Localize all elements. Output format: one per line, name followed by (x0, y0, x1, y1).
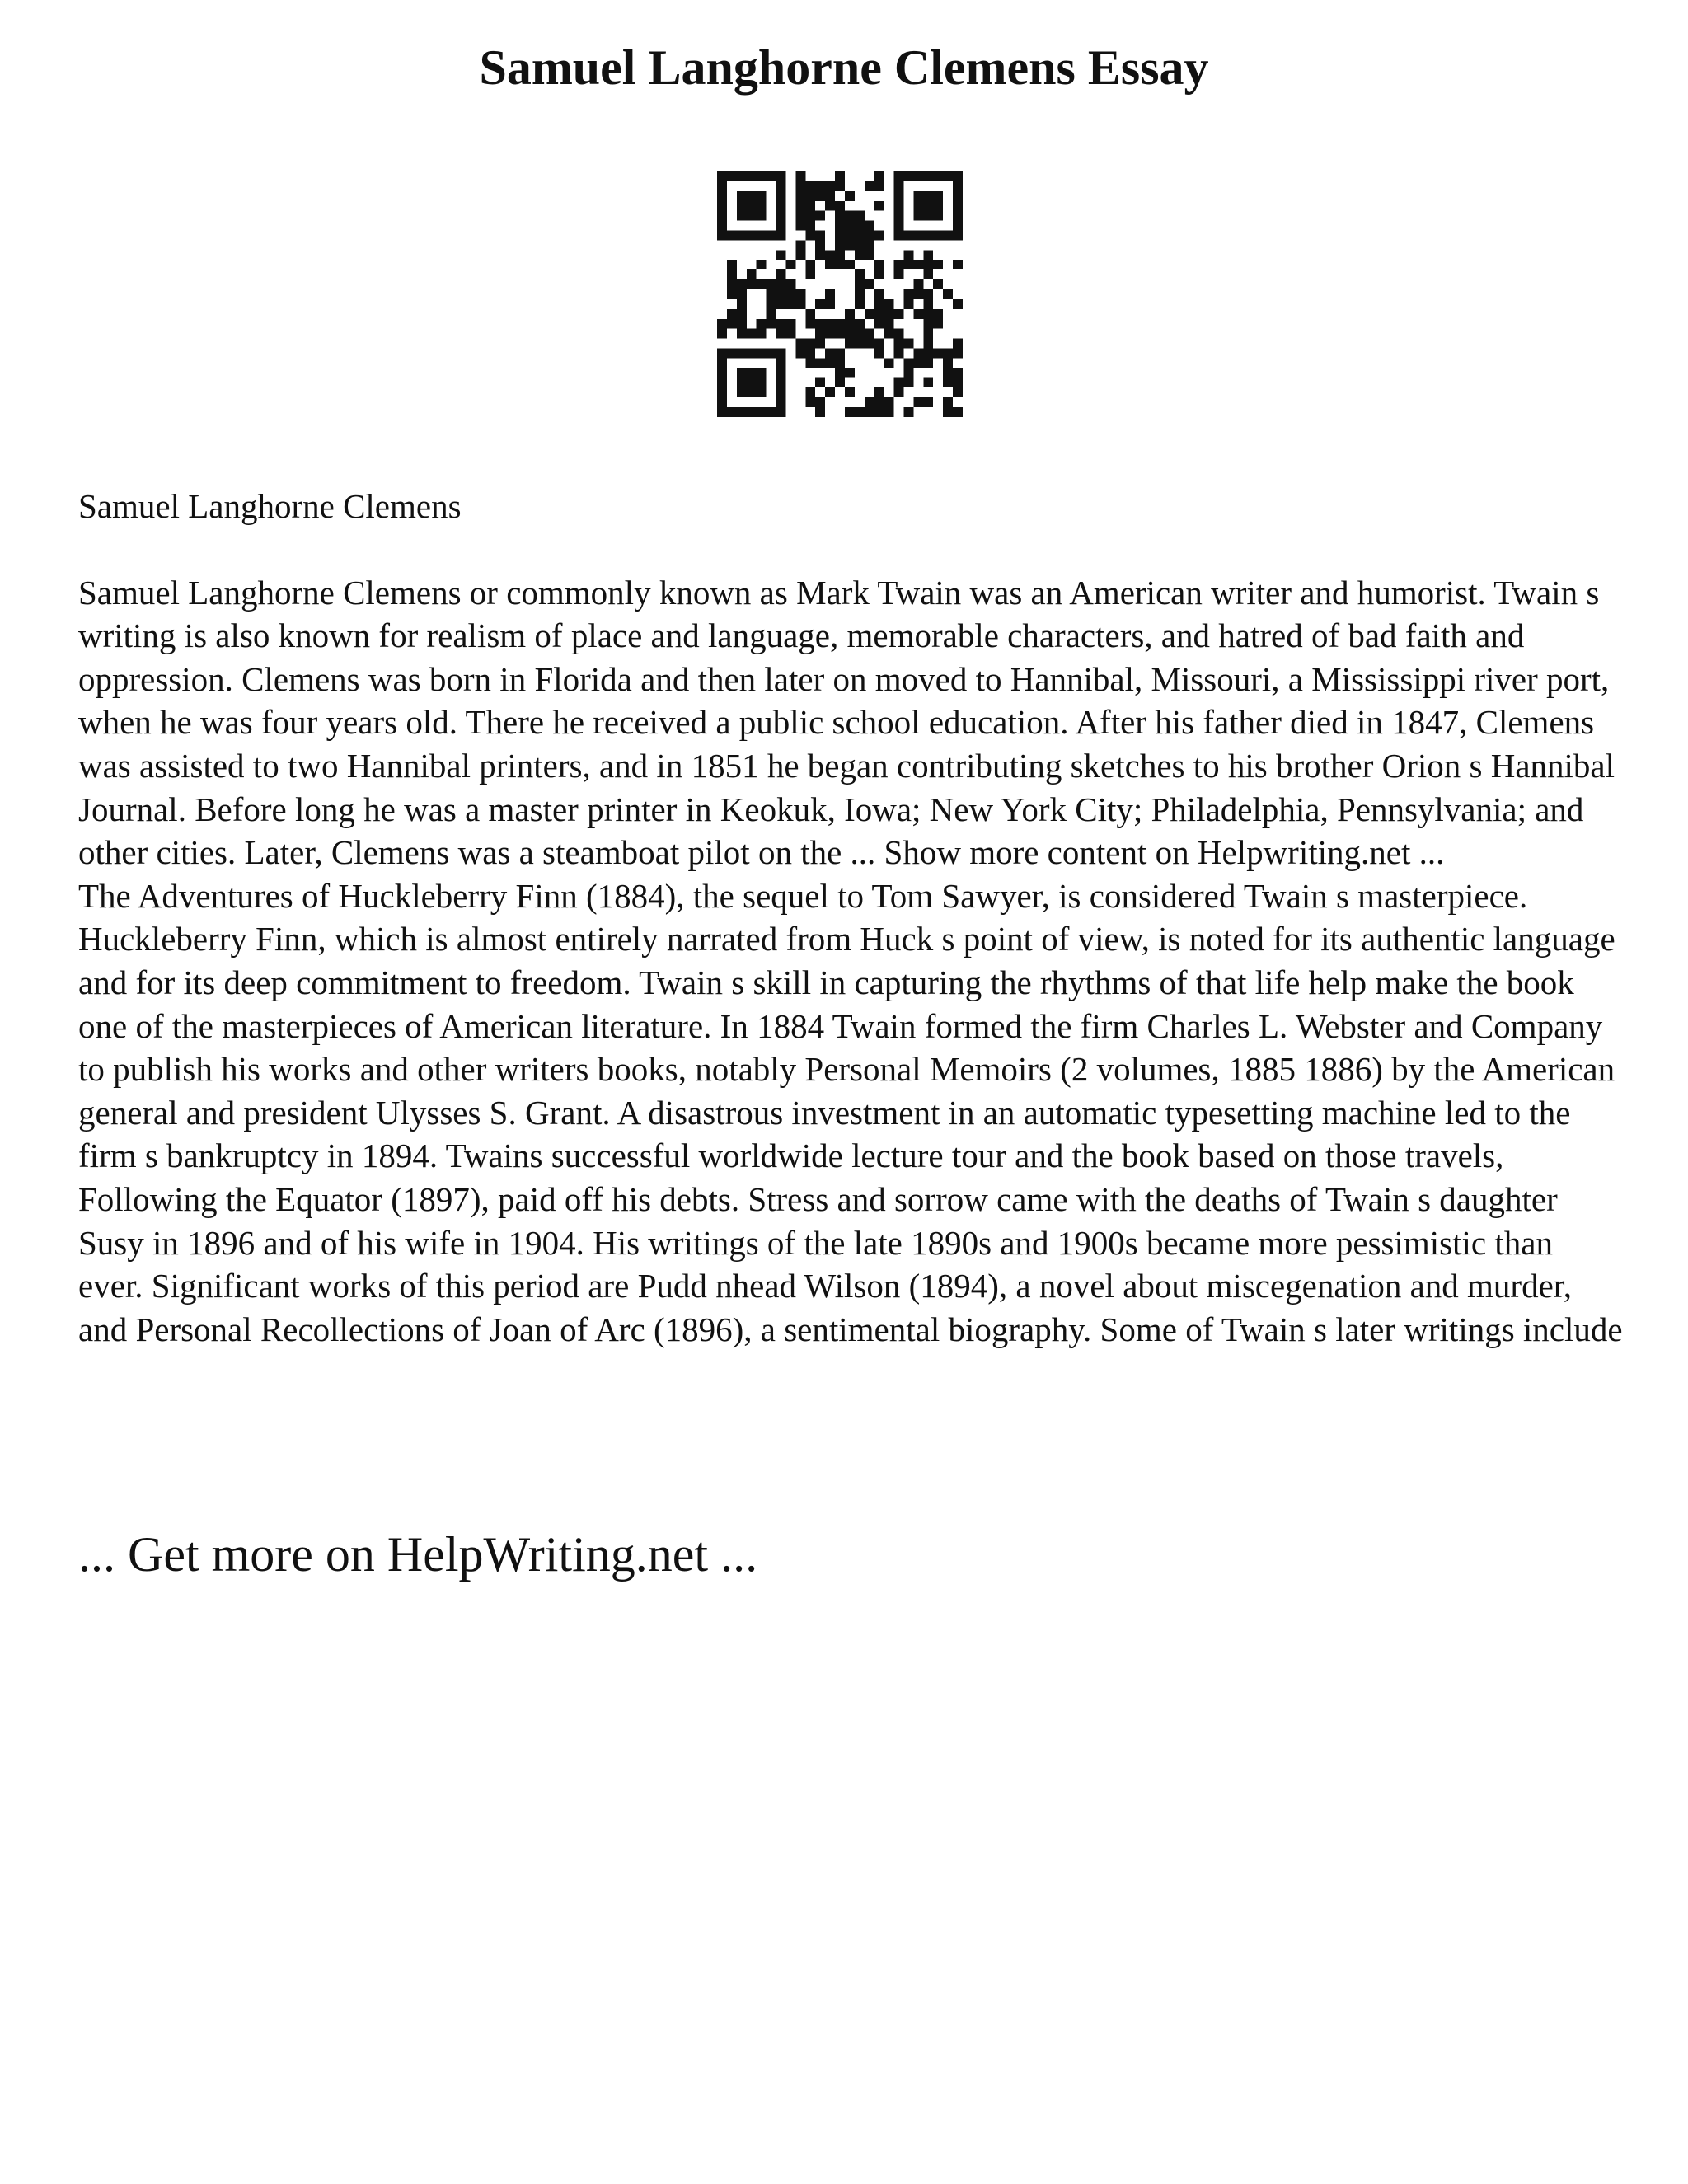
essay-body (78, 485, 1624, 1351)
essay-paragraph-1: Samuel Langhorne Clemens or commonly known as Mark Twain was an American writer and humorist. Twain s writing is also known for realism of place and language, memorable characters, and hatred of bad faith and oppression. Clemens was born in Florida and then later on moved to Hannibal, Missouri, a Mississippi river port, when he was four years old. There he received a public school education. After his father died in 1847, Clemens was assisted to two Hannibal printers, and in 1851 he began contributing sketches to his brother Orion s Hannibal Journal. Before long he was a master printer in Keokuk, Iowa; New York City; Philadelphia, Pennsylvania; and other cities. Later, Clemens was a steamboat pilot on the ... Show more content on Helpwriting.net ... (78, 573, 1615, 872)
qr-code-icon (717, 171, 963, 417)
essay-paragraph-2: The Adventures of Huckleberry Finn (1884), the sequel to Tom Sawyer, is considered Twain s masterpiece. Huckleberry Finn, which is almost entirely narrated from Huck s point of view, is noted for its authentic language and for its deep commitment to freedom. Twain s skill in capturing the rhythms of that life help make the book one of the masterpieces of American literature. In 1884 Twain formed the firm Charles L. Webster and Company to publish his works and other writers books, notably Personal Memoirs (2 volumes, 1885 1886) by the American general and president Ulysses S. Grant. A disastrous investment in an automatic typesetting machine led to the firm s bankruptcy in 1894. Twains successful worldwide lecture tour and the book based on those travels, Following the Equator (1897), paid off his debts. Stress and sorrow came with the deaths of Twain s daughter Susy in 1896 and of his wife in 1904. His writings of the late 1890s and 1900s became more pessimistic than ever. Significant works of this period are Pudd nhead Wilson (1894), a novel about miscegenation and murder, and Personal Recollections of Joan of Arc (1896), a sentimental biography. Some of Twain s later writings include (78, 876, 1623, 1348)
page-title: Samuel Langhorne Clemens Essay (479, 40, 1209, 95)
section-heading: Samuel Langhorne Clemens (78, 487, 462, 525)
get-more-link[interactable]: ... Get more on HelpWriting.net ... (78, 1527, 758, 1582)
